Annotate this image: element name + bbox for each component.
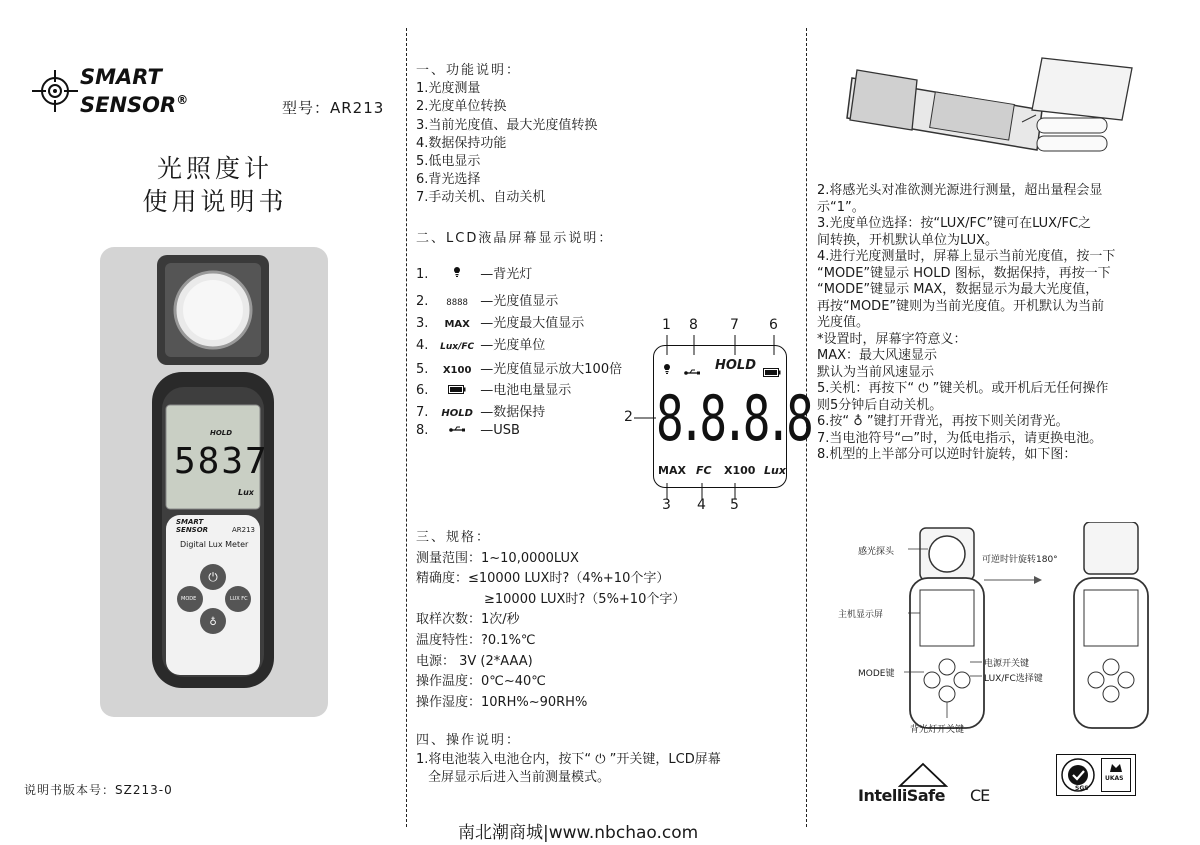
lcd-diagram xyxy=(653,345,808,488)
intellisafe-text: IntelliSafe xyxy=(858,786,945,805)
title-line1: 光照度计 xyxy=(156,154,273,183)
svg-text:♁: ♁ xyxy=(209,617,217,628)
ce-mark: CE xyxy=(970,786,990,805)
legend-row xyxy=(416,401,545,419)
label-rotate: 可逆时针旋转180° xyxy=(982,555,1058,565)
operation-step-1-cont: 全屏显示后进入当前测量模式。 xyxy=(428,770,611,785)
photo-brand-line1: SMART xyxy=(176,518,204,526)
operation-step-1: 1.将电池装入电池仓内，按下“ ⏻ ”开关键，LCD屏幕 xyxy=(416,751,721,767)
photo-model: AR213 xyxy=(232,526,256,534)
manual-version: 说明书版本号：SZ213-0 xyxy=(24,783,173,797)
spec-row: 操作温度：0℃~40℃ xyxy=(416,674,546,690)
lux-meter-illustration xyxy=(100,247,328,717)
lcd-callout-8: 8 xyxy=(689,317,698,333)
instruction-line: 4.进行光度测量时，屏幕上显示当前光度值，按一下 xyxy=(817,249,1116,264)
lcd-callout-7: 7 xyxy=(730,317,739,333)
brand-line2: SENSOR xyxy=(80,93,177,117)
legend-num: 8. xyxy=(416,423,429,438)
photo-hold-indicator: HOLD xyxy=(210,429,233,437)
brand-logo xyxy=(32,66,212,122)
legend-row xyxy=(416,358,622,376)
instruction-line: 默认为当前风速显示 xyxy=(817,364,935,380)
instruction-line: “MODE”键显示 MAX，数据显示为最大光度值， xyxy=(817,282,1099,297)
photo-display-reading: 5837 xyxy=(174,441,269,482)
legend-text: —背光灯 xyxy=(480,267,533,282)
instruction-line: 7.当电池符号“▭”时，为低电指示，请更换电池。 xyxy=(817,430,1103,446)
photo-brand-line2: SENSOR xyxy=(176,526,209,534)
ukas-text: UKAS xyxy=(1105,775,1124,782)
function-item: 5.低电显示 xyxy=(416,154,481,170)
label-sensor-head: 感光探头 xyxy=(858,547,895,557)
legend-row xyxy=(416,312,584,330)
photo-brand xyxy=(176,518,208,534)
model-label: 型号：AR213 xyxy=(282,99,385,117)
legend-symbol: MAX xyxy=(444,319,470,330)
sgs-text: SGS xyxy=(1075,785,1089,792)
functions-heading: 一、功能说明： xyxy=(416,63,522,78)
function-item: 6.背光选择 xyxy=(416,172,481,188)
instruction-line: 则5分钟后自动关机。 xyxy=(817,397,943,413)
spec-row: ≥10000 LUX时?（5%+10个字） xyxy=(484,591,686,607)
legend-symbol: 8888 xyxy=(446,298,468,308)
lcd-callout-5: 5 xyxy=(730,497,739,513)
brand-line1: SMART xyxy=(80,65,162,89)
usb-icon xyxy=(438,426,476,437)
instruction-line: 8.机型的上半部分可以逆时针旋转，如下图： xyxy=(817,447,1077,462)
legend-row xyxy=(416,334,545,352)
legend-row xyxy=(416,379,571,397)
legend-text: —光度值显示放大100倍 xyxy=(480,362,623,377)
instruction-line: *设置时，屏幕字符意义： xyxy=(817,331,967,347)
lcd-callout-4: 4 xyxy=(697,497,706,513)
legend-num: 5. xyxy=(416,362,429,377)
legend-num: 4. xyxy=(416,338,429,353)
photo-unit-button: LUX FC xyxy=(230,596,248,602)
battery-icon xyxy=(763,362,781,381)
lcd-hold: HOLD xyxy=(715,358,757,373)
ukas-icon xyxy=(1101,758,1131,792)
backlight-icon xyxy=(662,360,672,379)
usb-icon xyxy=(684,362,700,381)
spec-row: 温度特性：?0.1%℃ xyxy=(416,632,536,648)
function-item: 1.光度测量 xyxy=(416,81,481,97)
battery-icon xyxy=(438,385,476,397)
label-mode-key: MODE键 xyxy=(858,669,895,679)
spec-row: 操作湿度：10RH%~90RH% xyxy=(416,694,588,710)
legend-symbol: X100 xyxy=(442,365,472,376)
legend-symbol: Lux/FC xyxy=(440,342,475,352)
lcd-fc: FC xyxy=(696,464,712,477)
function-item: 2.光度单位转换 xyxy=(416,99,507,115)
instruction-line: MAX：最大风速显示 xyxy=(817,348,938,363)
lcd-digits: 8.8.8.8 xyxy=(656,382,808,455)
legend-text: —光度值显示 xyxy=(480,294,559,309)
brand-emblem-icon xyxy=(32,68,78,114)
svg-text:⏻: ⏻ xyxy=(208,570,218,584)
intellisafe-logo xyxy=(858,762,950,808)
brand-registered-mark: ® xyxy=(176,93,189,107)
operation-heading: 四、操作说明： xyxy=(416,733,522,748)
lcd-max: MAX xyxy=(658,464,686,477)
backlight-icon xyxy=(438,266,476,281)
spec-row: 电源： 3V (2*AAA) xyxy=(416,653,533,669)
legend-num: 2. xyxy=(416,294,429,309)
label-unit-key: LUX/FC选择键 xyxy=(984,674,1043,684)
legend-num: 6. xyxy=(416,383,429,398)
specs-heading: 三、规格： xyxy=(416,530,492,545)
instruction-line: 光度值。 xyxy=(817,315,870,330)
legend-num: 3. xyxy=(416,316,429,331)
spec-row: 取样次数：1次/秒 xyxy=(416,612,520,628)
label-main-screen: 主机显示屏 xyxy=(838,610,884,620)
instruction-line: 示“1”。 xyxy=(817,199,865,215)
instruction-line: 再按“MODE”键则为当前光度值。开机默认为当前 xyxy=(817,298,1105,314)
photo-mode-button: MODE xyxy=(181,596,197,602)
functions-section xyxy=(416,62,597,208)
instruction-line: “MODE”键显示 HOLD 图标，数据保持，再按一下 xyxy=(817,265,1111,281)
instruction-line: 3.光度单位选择：按“LUX/FC”键可在LUX/FC之 xyxy=(817,216,1092,231)
title-line2: 使用说明书 xyxy=(142,187,288,216)
function-item: 3.当前光度值、最大光度值转换 xyxy=(416,117,598,133)
legend-text: —电池电量显示 xyxy=(480,383,572,398)
battery-install-illustration xyxy=(832,40,1152,175)
instruction-line: 间转换，开机默认单位为LUX。 xyxy=(817,232,999,248)
label-power-key: 电源开关键 xyxy=(984,659,1030,669)
operation-section xyxy=(416,732,721,788)
column-divider-left xyxy=(406,28,407,827)
legend-text: —数据保持 xyxy=(480,405,546,420)
function-item: 4.数据保持功能 xyxy=(416,135,507,151)
photo-product-name: Digital Lux Meter xyxy=(180,540,249,549)
function-item: 7.手动关机、自动关机 xyxy=(416,190,546,206)
legend-row xyxy=(416,290,558,308)
legend-text: —光度最大值显示 xyxy=(480,316,585,331)
spec-row: 测量范围：1~10,0000LUX xyxy=(416,550,579,566)
product-photo xyxy=(100,247,328,717)
lcd-callout-1: 1 xyxy=(662,317,671,333)
lcd-lux: Lux xyxy=(764,464,786,477)
legend-symbol: HOLD xyxy=(441,408,473,419)
specs-section xyxy=(416,528,685,713)
lcd-callout-3: 3 xyxy=(662,497,671,513)
photo-display-unit: Lux xyxy=(238,488,254,497)
document-title xyxy=(130,152,300,218)
instruction-line: 5.关机：再按下“ ⏻ ”键关机。或开机后无任何操作 xyxy=(817,381,1109,396)
legend-text: —USB xyxy=(480,423,520,438)
legend-num: 1. xyxy=(416,267,429,282)
lcd-callout-2: 2 xyxy=(624,409,633,425)
lcd-callout-6: 6 xyxy=(769,317,778,333)
legend-text: —光度单位 xyxy=(480,338,546,353)
label-backlight-key: 背光灯开关键 xyxy=(910,725,965,735)
instructions-section xyxy=(817,183,1115,464)
sgs-ukas-badge xyxy=(1056,754,1136,796)
legend-row xyxy=(416,263,532,281)
legend-row xyxy=(416,423,520,441)
footer-site: 南北潮商城|www.nbchao.com xyxy=(458,823,699,843)
instruction-line: 6.按“ ♁ ”键打开背光，再按下则关闭背光。 xyxy=(817,414,1069,429)
spec-row: 精确度：≤10000 LUX时?（4%+10个字） xyxy=(416,571,670,587)
legend-num: 7. xyxy=(416,405,429,420)
instruction-line: 2.将感光头对准欲测光源进行测量，超出量程会显 xyxy=(817,183,1103,198)
lcd-x100: X100 xyxy=(724,464,756,477)
lcd-heading: 二、LCD液晶屏幕显示说明： xyxy=(416,231,614,246)
